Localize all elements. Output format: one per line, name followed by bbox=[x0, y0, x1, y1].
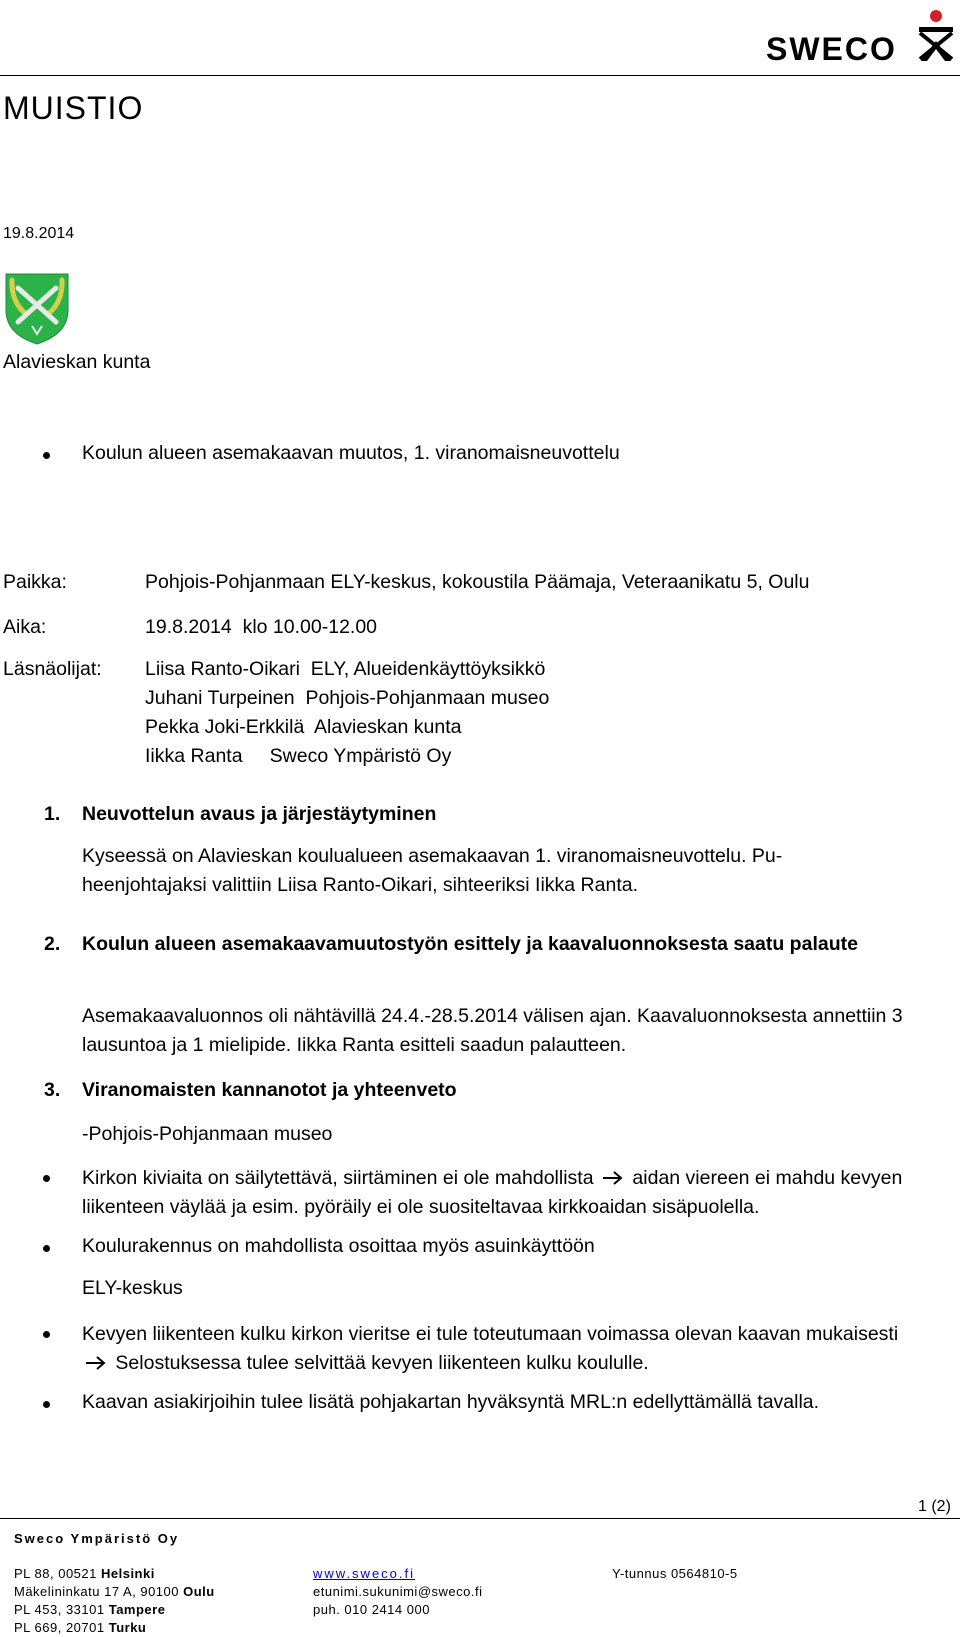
bullet-item: Koulurakennus on mahdollista osoittaa myös asuinkäyttöön bbox=[82, 1235, 595, 1257]
arrow-right-icon bbox=[85, 1356, 107, 1370]
subsection-heading: ELY-keskus bbox=[82, 1277, 183, 1299]
section-title: Neuvottelun avaus ja järjestäytyminen bbox=[82, 803, 437, 825]
bullet-dot bbox=[43, 1331, 50, 1338]
bullet-dot bbox=[43, 1175, 50, 1182]
arrow-right-icon bbox=[602, 1171, 624, 1185]
section-number: 2. bbox=[44, 933, 61, 955]
bullet-item: Kaavan asiakirjoihin tulee lisätä pohjakartan hyväksyntä MRL:n edellyttämällä tavalla. bbox=[82, 1391, 820, 1413]
subsection-heading: -Pohjois-Pohjanmaan museo bbox=[82, 1123, 333, 1145]
bullet-dot bbox=[43, 1245, 50, 1252]
header-rule bbox=[0, 75, 960, 76]
section-number: 3. bbox=[44, 1079, 61, 1101]
address-street: PL 453, 33101 bbox=[14, 1602, 109, 1617]
address-city: Oulu bbox=[183, 1584, 215, 1599]
sweco-logo-mark bbox=[766, 5, 958, 67]
municipality-name: Alavieskan kunta bbox=[3, 351, 151, 373]
footer-address bbox=[14, 1565, 155, 1583]
bullet-text: Kirkon kiviaita on säilytettävä, siirtäminen ei ole mahdollista bbox=[82, 1167, 594, 1189]
footer-address bbox=[14, 1601, 165, 1619]
bullet-text: aidan viereen ei mahdu kevyen liikenteen väylää ja esim. pyöräily ei ole suositeltavaa kirkkoaidan sisäpuolella. bbox=[82, 1167, 903, 1218]
address-city: Turku bbox=[108, 1620, 147, 1635]
bullet-item bbox=[82, 1320, 917, 1378]
section-text: Kyseessä on Alavieskan koulualueen asemakaavan 1. viranomaisneuvottelu. Pu-heenjohtajaksi valittiin Liisa Ranto-Oikari, sihteeriksi Iikka Ranta. bbox=[82, 845, 783, 896]
section-title: Koulun alueen asemakaavamuutostyön esittely ja kaavaluonnoksesta saatu palaute bbox=[82, 933, 858, 955]
attendee: Juhani Turpeinen Pohjois-Pohjanmaan museo bbox=[145, 687, 550, 709]
attendees-label: Läsnäolijat: bbox=[3, 658, 102, 680]
footer-rule bbox=[0, 1518, 960, 1519]
svg-text:SWECO: SWECO bbox=[766, 31, 897, 67]
address-city: Tampere bbox=[108, 1602, 166, 1617]
address-street: PL 88, 00521 bbox=[14, 1566, 101, 1581]
sweco-logo bbox=[766, 5, 958, 67]
time-label: Aika: bbox=[3, 616, 47, 638]
footer-business-id: Y-tunnus 0564810-5 bbox=[612, 1566, 738, 1581]
place-value: Pohjois-Pohjanmaan ELY-keskus, kokoustila Päämaja, Veteraanikatu 5, Oulu bbox=[145, 571, 810, 593]
municipality-crest bbox=[4, 272, 70, 346]
section-title: Viranomaisten kannanotot ja yhteenveto bbox=[82, 1079, 457, 1101]
footer-address bbox=[14, 1619, 146, 1637]
section-text: Asemakaavaluonnos oli nähtävillä 24.4.-28.5.2014 välisen ajan. Kaavaluonnoksesta annettiin 3 lausuntoa ja 1 mielipide. Iikka Ranta esitteli saadun palautteen. bbox=[82, 1005, 903, 1056]
footer-website-link[interactable]: www.sweco.fi bbox=[313, 1566, 416, 1581]
section-number: 1. bbox=[44, 803, 61, 825]
attendees-list bbox=[145, 657, 549, 773]
attendee: Iikka Ranta Sweco Ympäristö Oy bbox=[145, 745, 452, 767]
crest-icon bbox=[4, 272, 70, 346]
footer-company: Sweco Ympäristö Oy bbox=[14, 1531, 180, 1546]
bullet-item bbox=[82, 1164, 942, 1222]
time-value: 19.8.2014 klo 10.00-12.00 bbox=[145, 616, 378, 638]
address-street: Mäkelininkatu 17 A, 90100 bbox=[14, 1584, 184, 1599]
document-title: MUISTIO bbox=[3, 90, 144, 126]
document-date: 19.8.2014 bbox=[3, 225, 75, 242]
attendee: Pekka Joki-Erkkilä Alavieskan kunta bbox=[145, 716, 462, 738]
bullet-text: Selostuksessa tulee selvittää kevyen liikenteen kulku koululle. bbox=[115, 1352, 649, 1374]
bullet-text: Kevyen liikenteen kulku kirkon vieritse ei tule toteutumaan voimassa olevan kaavan mukaisesti bbox=[82, 1323, 899, 1345]
meeting-subject: Koulun alueen asemakaavan muutos, 1. viranomaisneuvottelu bbox=[82, 442, 620, 464]
page-number: 1 (2) bbox=[918, 1498, 951, 1515]
bullet-dot bbox=[43, 452, 50, 459]
footer-address bbox=[14, 1583, 215, 1601]
address-city: Helsinki bbox=[100, 1566, 155, 1581]
address-street: PL 669, 20701 bbox=[14, 1620, 109, 1635]
footer-phone: puh. 010 2414 000 bbox=[313, 1602, 430, 1617]
attendee: Liisa Ranto-Oikari ELY, Alueidenkäyttöyksikkö bbox=[145, 658, 546, 680]
place-label: Paikka: bbox=[3, 571, 67, 593]
footer-email: etunimi.sukunimi@sweco.fi bbox=[313, 1584, 483, 1599]
bullet-dot bbox=[43, 1401, 50, 1408]
